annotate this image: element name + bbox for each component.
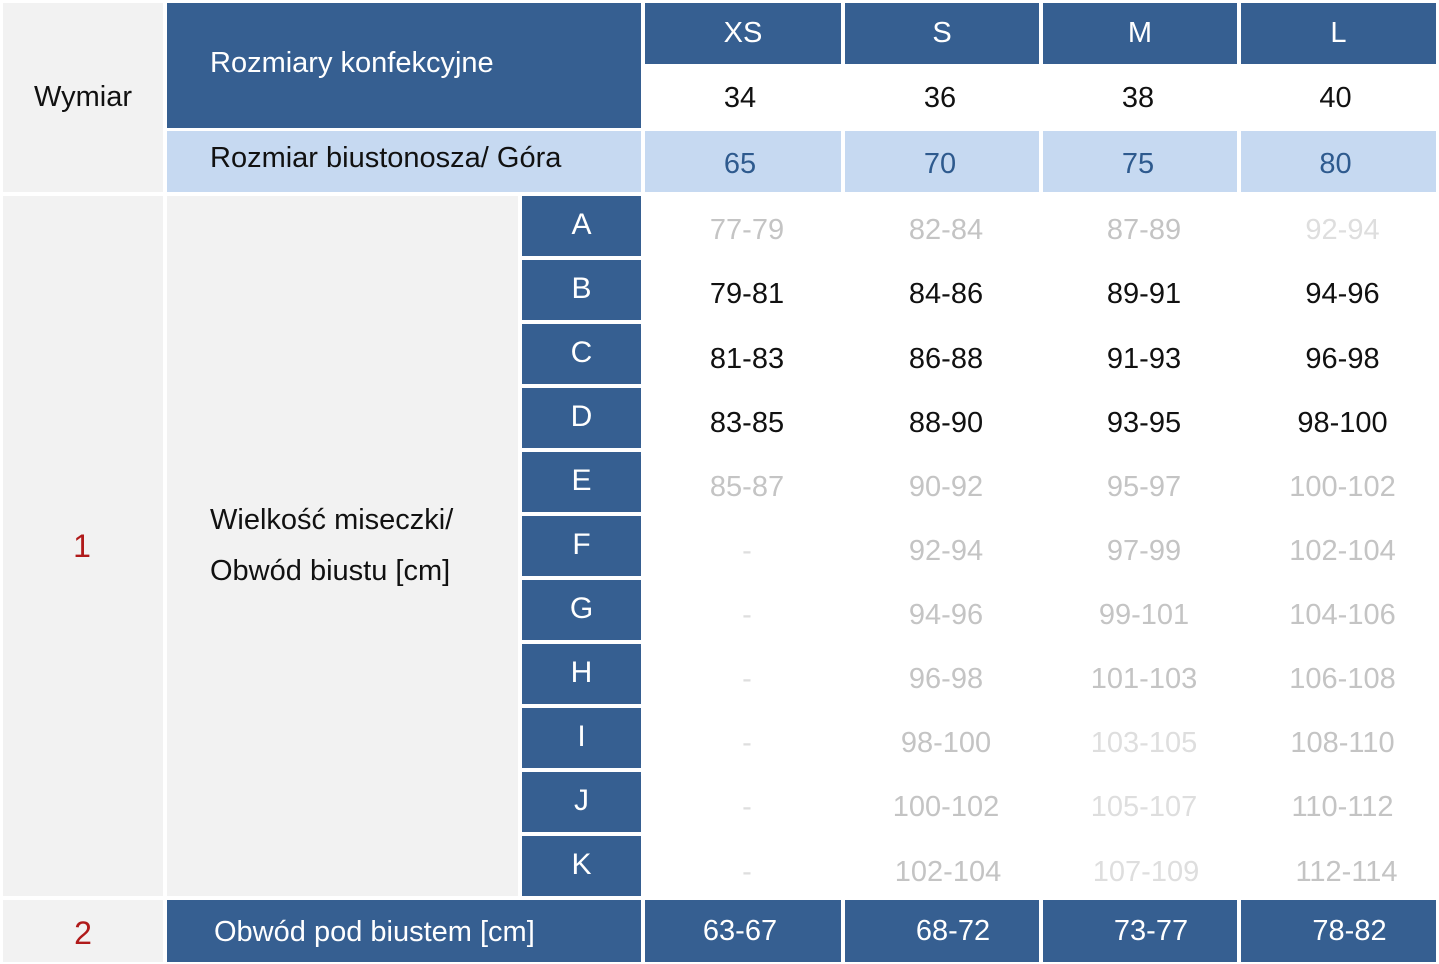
rozmiary-label: Rozmiary konfekcyjne [210,47,494,79]
size-header-xs [645,3,841,64]
header-rozmiary [167,3,641,128]
row2-number: 2 [74,914,92,951]
band-size-value: 80 [1319,148,1352,180]
row1-label-line2: Obwód biustu [cm] [210,555,451,587]
cup-value: - [742,534,752,567]
eu-size-value: 34 [723,82,757,114]
cup-value: 85-87 [709,470,785,503]
cup-k-l [1241,836,1436,896]
cup-value: 89-91 [1106,277,1182,310]
cup-letter-d [522,388,641,448]
cup-letter: K [571,848,592,881]
row1-label [210,495,453,597]
cup-value: 94-96 [908,598,984,631]
size-label: M [1127,17,1153,49]
cup-letter: F [572,528,591,561]
cup-value: 99-101 [1098,598,1190,631]
cup-letter: C [570,336,593,369]
cup-h-xs [645,644,841,704]
cup-letter: G [569,592,594,625]
size-header-m [1043,3,1237,64]
cup-h-s [845,644,1039,704]
cup-letter: D [570,400,593,433]
cup-value: 104-106 [1289,598,1396,631]
cup-value: 87-89 [1106,213,1182,246]
cup-value: - [742,855,752,888]
cup-value: - [742,790,752,823]
eu-size-l [1241,67,1436,128]
cup-value: 95-97 [1106,470,1182,503]
underbust-xs [645,900,841,962]
cup-a-s [845,196,1039,256]
cup-value: 102-104 [894,855,1002,888]
band-size-s [845,131,1039,192]
underbust-value: 63-67 [702,914,778,947]
cup-value: 105-107 [1090,790,1198,823]
cup-g-s [845,580,1039,640]
cup-e-s [845,452,1039,512]
cup-value: 94-96 [1305,277,1380,310]
cup-value: 100-102 [892,790,1000,823]
cup-value: 79-81 [709,277,785,310]
cup-c-l [1241,324,1436,384]
cup-h-m [1043,644,1237,704]
cup-d-s [845,388,1039,448]
cup-letter: A [571,208,592,241]
cup-i-l [1241,708,1436,768]
size-label: XS [723,17,763,49]
cup-value: 110-112 [1291,790,1394,823]
cup-b-l [1241,260,1436,320]
cup-value: - [742,726,752,759]
underbust-l [1241,900,1436,962]
cup-value: 100-102 [1289,470,1396,503]
cup-b-s [845,260,1039,320]
cup-value: 107-109 [1092,855,1200,888]
cup-e-l [1241,452,1436,512]
band-size-l [1241,131,1436,192]
row1-label-cell [167,196,518,896]
cup-value: 93-95 [1106,406,1182,439]
cup-e-xs [645,452,841,512]
cup-k-m [1043,836,1237,896]
band-size-xs [645,131,841,192]
cup-letter-c [522,324,641,384]
cup-letter-k [522,836,641,896]
cup-g-m [1043,580,1237,640]
cup-d-m [1043,388,1237,448]
eu-size-value: 36 [923,82,957,114]
row1-label-line1: Wielkość miseczki/ [210,504,454,536]
cup-c-m [1043,324,1237,384]
cup-value: 82-84 [908,213,984,246]
row1-number: 1 [73,527,91,564]
cup-c-s [845,324,1039,384]
cup-value: 97-99 [1106,534,1182,567]
cup-letter-j [522,772,641,832]
cup-value: 92-94 [908,534,984,567]
wymiar-label: Wymiar [33,81,132,113]
cup-value: 88-90 [908,406,984,439]
cup-b-m [1043,260,1237,320]
band-size-m [1043,131,1237,192]
cup-k-s [845,836,1039,896]
eu-size-value: 40 [1319,82,1352,114]
cup-value: 103-105 [1090,726,1198,759]
cup-b-xs [645,260,841,320]
cup-value: 101-103 [1090,662,1198,695]
eu-size-xs [645,67,841,128]
cup-g-xs [645,580,841,640]
cup-j-l [1241,772,1436,832]
cup-value: 96-98 [908,662,984,695]
biust-gora-label: Rozmiar biustonosza/ Góra [210,142,562,174]
underbust-value: 68-72 [915,914,991,947]
eu-size-value: 38 [1121,82,1155,114]
header-biust-gora [167,131,641,192]
cup-letter-g [522,580,641,640]
cup-value: 102-104 [1289,534,1396,567]
cup-f-l [1241,516,1436,576]
cup-j-s [845,772,1039,832]
band-size-value: 75 [1121,148,1155,180]
size-header-l [1241,3,1436,64]
cup-letter-b [522,260,641,320]
cup-a-m [1043,196,1237,256]
cup-value: - [742,598,752,631]
cup-value: 112-114 [1295,855,1398,888]
underbust-m [1043,900,1237,962]
cup-letter: H [570,656,593,689]
cup-c-xs [645,324,841,384]
cup-d-xs [645,388,841,448]
cup-f-s [845,516,1039,576]
cup-a-xs [645,196,841,256]
cup-value: 90-92 [908,470,984,503]
cup-value: 91-93 [1106,342,1182,375]
cup-letter-i [522,708,641,768]
cup-value: 83-85 [709,406,785,439]
cup-value: 84-86 [908,277,984,310]
cup-value: 106-108 [1289,662,1396,695]
cup-value: 81-83 [709,342,785,375]
band-size-value: 65 [723,148,757,180]
cup-value: 96-98 [1305,342,1380,375]
cup-letter: E [571,464,592,497]
row2-number-cell [3,900,163,962]
cup-i-s [845,708,1039,768]
cup-letter: J [574,784,589,817]
cup-d-l [1241,388,1436,448]
cup-value: 98-100 [900,726,992,759]
underbust-value: 73-77 [1113,914,1189,947]
cup-letter-f [522,516,641,576]
cup-f-m [1043,516,1237,576]
cup-j-xs [645,772,841,832]
cup-letter: I [577,720,586,753]
cup-a-l [1241,196,1436,256]
cup-letter-a [522,196,641,256]
cup-i-m [1043,708,1237,768]
cup-value: 77-79 [709,213,785,246]
cup-value: 86-88 [908,342,984,375]
size-label: L [1330,17,1347,49]
row2-label-cell [167,900,641,962]
cup-value: 108-110 [1290,726,1395,759]
row1-number-cell [3,196,163,896]
cup-letter: B [571,272,592,305]
size-header-s [845,3,1039,64]
cup-e-m [1043,452,1237,512]
eu-size-m [1043,67,1237,128]
eu-size-s [845,67,1039,128]
cup-g-l [1241,580,1436,640]
underbust-value: 78-82 [1312,914,1387,947]
cup-letter-h [522,644,641,704]
cup-value: - [742,662,752,695]
cup-j-m [1043,772,1237,832]
cup-i-xs [645,708,841,768]
cup-h-l [1241,644,1436,704]
size-label: S [932,17,952,49]
band-size-value: 70 [923,148,957,180]
cup-value: 92-94 [1305,213,1380,246]
row2-label: Obwód pod biustem [cm] [214,915,535,948]
cup-letter-e [522,452,641,512]
cup-f-xs [645,516,841,576]
underbust-s [845,900,1039,962]
cup-k-xs [645,836,841,896]
header-wymiar [3,3,163,192]
cup-value: 98-100 [1297,406,1388,439]
